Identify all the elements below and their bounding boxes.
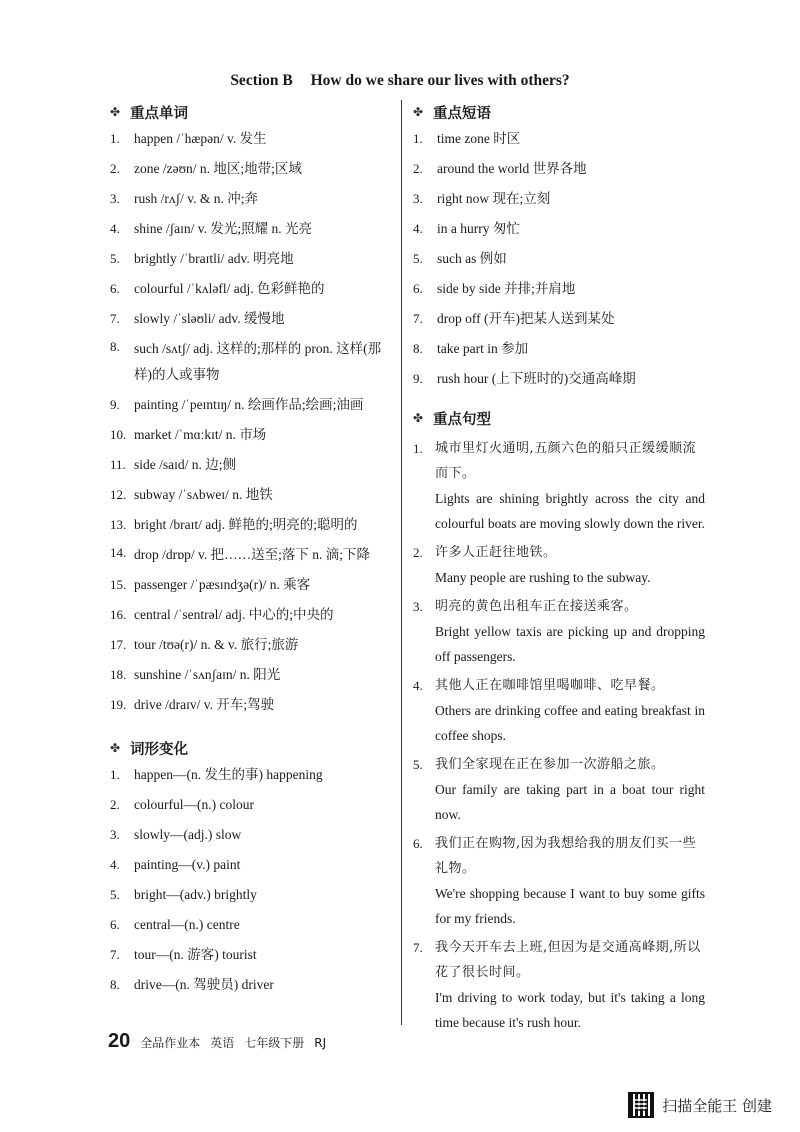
list-item — [110, 304, 392, 334]
sentence-number: 4. — [413, 678, 423, 693]
watermark-text: 扫描全能王 创建 — [662, 1096, 772, 1115]
list-item — [110, 570, 392, 600]
clover-icon: ✤ — [110, 741, 120, 755]
item-number: 8. — [110, 339, 120, 354]
sentence-chinese: 我们正在购物,因为我想给我的朋友们买一些礼物。 — [435, 836, 697, 876]
item-text: happen—(n. 发生的事) happening — [134, 767, 323, 782]
item-number: 6. — [110, 281, 120, 296]
sentence-item — [413, 673, 705, 748]
item-text: painting /ˈpeɪntɪŋ/ n. 绘画作品;绘画;油画 — [134, 397, 364, 412]
left-column — [110, 100, 392, 1000]
item-text: subway /ˈsʌbweɪ/ n. 地铁 — [134, 487, 273, 502]
sentence-english: Bright yellow taxis are picking up and dropping off passengers. — [435, 624, 705, 664]
list-item — [413, 364, 705, 394]
item-text: drive—(n. 驾驶员) driver — [134, 977, 274, 992]
item-number: 3. — [110, 191, 120, 206]
item-text: rush hour (上下班时的)交通高峰期 — [437, 371, 636, 386]
sentence-chinese: 其他人正在咖啡馆里喝咖啡、吃早餐。 — [435, 678, 665, 693]
list-item — [110, 880, 392, 910]
item-text: happen /ˈhæpən/ v. 发生 — [134, 131, 267, 146]
sentence-english: Others are drinking coffee and eating breakfast in coffee shops. — [435, 703, 705, 743]
item-number: 2. — [110, 797, 120, 812]
item-number: 9. — [413, 371, 423, 386]
grade-name: 七年级下册 — [244, 1036, 305, 1050]
list-item — [110, 450, 392, 480]
page-number: 20 — [108, 1030, 131, 1052]
item-number: 11. — [110, 457, 126, 472]
sentence-chinese: 城市里灯火通明,五颜六色的船只正缓缓顺流而下。 — [435, 441, 697, 481]
vocab-list — [110, 124, 392, 720]
item-number: 3. — [413, 191, 423, 206]
item-text: drop /drɒp/ v. 把……送至;落下 n. 滴;下降 — [134, 547, 371, 562]
list-item — [110, 660, 392, 690]
item-text: drop off (开车)把某人送到某处 — [437, 311, 615, 326]
sentence-chinese: 明亮的黄色出租车正在接送乘客。 — [435, 599, 638, 614]
item-text: time zone 时区 — [437, 131, 521, 146]
item-text: colourful /ˈkʌləfl/ adj. 色彩鲜艳的 — [134, 281, 325, 296]
forms-heading: ✤ 词形变化 — [110, 741, 188, 758]
item-number: 5. — [110, 251, 120, 266]
column-divider — [401, 100, 402, 1025]
list-item — [413, 214, 705, 244]
list-item — [110, 184, 392, 214]
item-text: shine /ʃaɪn/ v. 发光;照耀 n. 光亮 — [134, 221, 312, 236]
item-number: 6. — [413, 281, 423, 296]
clover-icon: ✤ — [413, 411, 423, 425]
sentence-english: Many people are rushing to the subway. — [435, 570, 651, 585]
item-text: brightly /ˈbraɪtli/ adv. 明亮地 — [134, 251, 294, 266]
sentences-list — [413, 436, 705, 1035]
item-number: 8. — [110, 977, 120, 992]
item-text: sunshine /ˈsʌnʃaɪn/ n. 阳光 — [134, 667, 281, 682]
item-text: painting—(v.) paint — [134, 857, 241, 872]
list-item — [110, 154, 392, 184]
item-text: in a hurry 匆忙 — [437, 221, 520, 236]
item-number: 13. — [110, 517, 127, 532]
item-text: drive /draɪv/ v. 开车;驾驶 — [134, 697, 275, 712]
item-number: 16. — [110, 607, 127, 622]
sentence-english: We're shopping because I want to buy some gifts for my friends. — [435, 886, 705, 926]
list-item — [110, 910, 392, 940]
list-item — [110, 820, 392, 850]
item-number: 7. — [413, 311, 423, 326]
item-text: side /saɪd/ n. 边;侧 — [134, 457, 236, 472]
clover-icon: ✤ — [413, 105, 423, 119]
list-item — [413, 244, 705, 274]
list-item — [110, 790, 392, 820]
list-item — [110, 274, 392, 304]
sentence-english: I'm driving to work today, but it's taking a long time because it's rush hour. — [435, 990, 705, 1030]
section-label: Section B — [230, 72, 293, 89]
item-number: 19. — [110, 697, 127, 712]
sentence-item — [413, 540, 705, 590]
list-item — [110, 940, 392, 970]
sentences-heading: ✤ 重点句型 — [413, 411, 491, 428]
sentence-chinese: 我们全家现在正在参加一次游船之旅。 — [435, 757, 665, 772]
item-number: 5. — [413, 251, 423, 266]
item-number: 18. — [110, 667, 127, 682]
item-text: take part in 参加 — [437, 341, 529, 356]
item-number: 2. — [413, 161, 423, 176]
item-text: slowly—(adj.) slow — [134, 827, 242, 842]
item-number: 9. — [110, 397, 120, 412]
list-item — [110, 390, 392, 420]
sentence-chinese: 我今天开车去上班,但因为是交通高峰期,所以花了很长时间。 — [435, 940, 701, 980]
item-number: 6. — [110, 917, 120, 932]
item-text: bright—(adv.) brightly — [134, 887, 257, 902]
list-item — [110, 334, 392, 390]
sentence-english: Lights are shining brightly across the city and colourful boats are moving slowly down the river. — [435, 491, 705, 531]
list-item — [413, 334, 705, 364]
item-text: zone /zəʊn/ n. 地区;地带;区域 — [134, 161, 302, 176]
list-item — [110, 214, 392, 244]
list-item — [110, 540, 392, 570]
forms-list — [110, 760, 392, 1000]
sentence-number: 2. — [413, 545, 423, 560]
sentence-number: 1. — [413, 441, 423, 456]
item-text: passenger /ˈpæsɪndʒə(r)/ n. 乘客 — [134, 577, 311, 592]
list-item — [110, 244, 392, 274]
list-item — [110, 420, 392, 450]
item-number: 3. — [110, 827, 120, 842]
item-number: 7. — [110, 947, 120, 962]
edition-name: RJ — [314, 1036, 327, 1050]
item-number: 15. — [110, 577, 127, 592]
item-text: central—(n.) centre — [134, 917, 240, 932]
sentence-item — [413, 594, 705, 669]
item-text: rush /rʌʃ/ v. & n. 冲;奔 — [134, 191, 258, 206]
item-text: around the world 世界各地 — [437, 161, 587, 176]
list-item — [110, 760, 392, 790]
item-number: 17. — [110, 637, 127, 652]
list-item — [110, 850, 392, 880]
sentence-item — [413, 752, 705, 827]
right-column — [413, 100, 705, 1039]
item-text: tour /tʊə(r)/ n. & v. 旅行;旅游 — [134, 637, 299, 652]
item-text: side by side 并排;并肩地 — [437, 281, 576, 296]
list-item — [110, 690, 392, 720]
item-number: 12. — [110, 487, 127, 502]
phrases-heading: ✤ 重点短语 — [413, 105, 491, 122]
list-item — [413, 154, 705, 184]
item-number: 8. — [413, 341, 423, 356]
sentence-english: Our family are taking part in a boat tour right now. — [435, 782, 705, 822]
item-number: 2. — [110, 161, 120, 176]
scanner-watermark — [628, 1092, 772, 1118]
item-number: 5. — [110, 887, 120, 902]
item-text: right now 现在;立刻 — [437, 191, 551, 206]
item-text: such as 例如 — [437, 251, 507, 266]
subject-name: 英语 — [210, 1036, 235, 1050]
list-item — [110, 600, 392, 630]
item-number: 4. — [110, 221, 120, 236]
sentence-number: 3. — [413, 599, 423, 614]
list-item — [413, 304, 705, 334]
list-item — [110, 630, 392, 660]
sentence-item — [413, 831, 705, 931]
item-number: 4. — [413, 221, 423, 236]
sentence-chinese: 许多人正赶往地铁。 — [435, 545, 557, 560]
phrases-list — [413, 124, 705, 394]
list-item — [110, 970, 392, 1000]
list-item — [110, 480, 392, 510]
sentence-number: 6. — [413, 836, 423, 851]
item-number: 1. — [110, 131, 120, 146]
item-number: 1. — [413, 131, 423, 146]
list-item — [413, 274, 705, 304]
item-text: bright /braɪt/ adj. 鲜艳的;明亮的;聪明的 — [134, 517, 358, 532]
list-item — [413, 124, 705, 154]
list-item — [110, 124, 392, 154]
item-number: 7. — [110, 311, 120, 326]
item-number: 4. — [110, 857, 120, 872]
page-title — [0, 72, 800, 90]
item-text: colourful—(n.) colour — [134, 797, 254, 812]
item-text: market /ˈmɑːkɪt/ n. 市场 — [134, 427, 267, 442]
book-name: 全品作业本 — [140, 1036, 201, 1050]
list-item — [413, 184, 705, 214]
sentence-number: 5. — [413, 757, 423, 772]
sentence-number: 7. — [413, 940, 423, 955]
item-text: central /ˈsentrəl/ adj. 中心的;中央的 — [134, 607, 334, 622]
item-number: 10. — [110, 427, 127, 442]
sentence-item — [413, 935, 705, 1035]
item-text: tour—(n. 游客) tourist — [134, 947, 257, 962]
sentence-item — [413, 436, 705, 536]
page-footer — [108, 1030, 326, 1053]
list-item — [110, 510, 392, 540]
item-number: 14. — [110, 545, 127, 560]
clover-icon: ✤ — [110, 105, 120, 119]
item-text: such /sʌtʃ/ adj. 这样的;那样的 pron. 这样(那样)的人或事物 — [134, 341, 382, 382]
vocab-heading: ✤ 重点单词 — [110, 105, 188, 122]
item-text: slowly /ˈsləʊli/ adv. 缓慢地 — [134, 311, 285, 326]
section-question: How do we share our lives with others? — [310, 72, 570, 89]
item-number: 1. — [110, 767, 120, 782]
qr-code-icon — [628, 1092, 654, 1118]
